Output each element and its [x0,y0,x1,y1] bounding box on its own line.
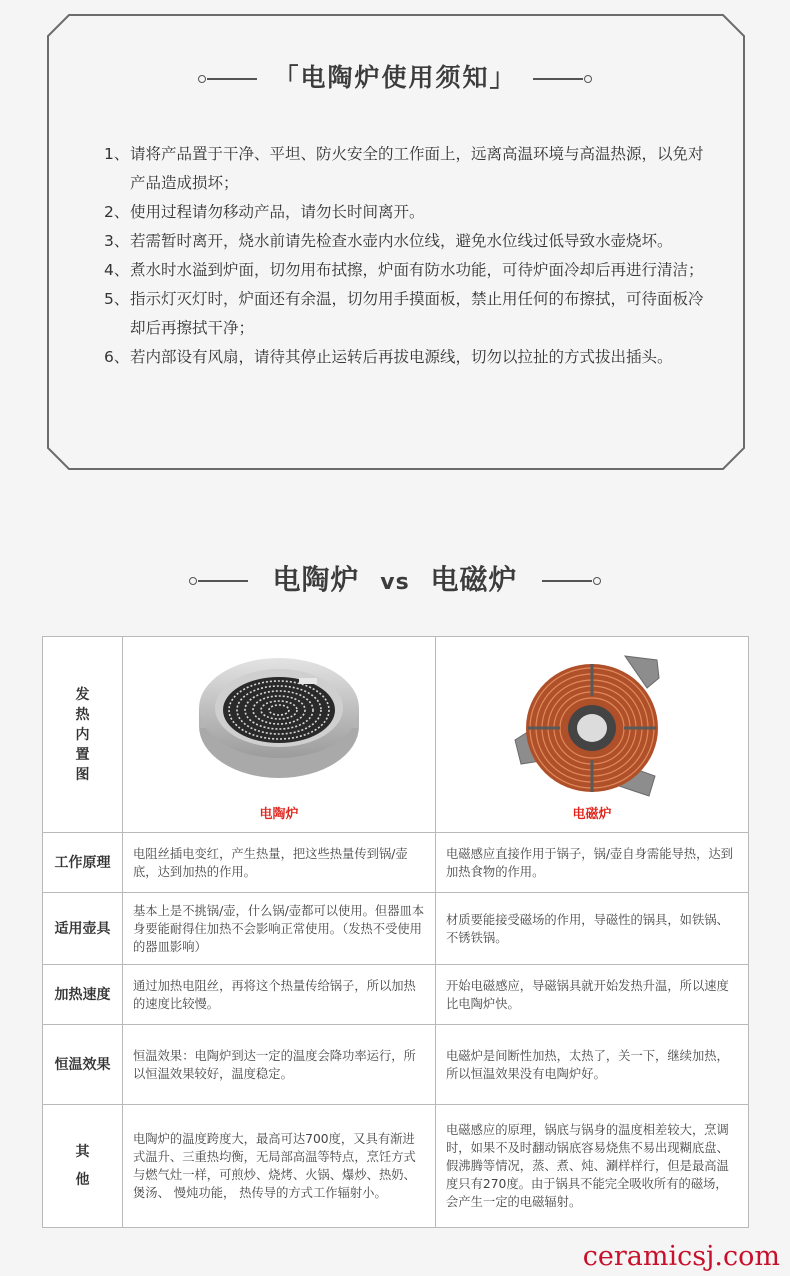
cell-induction: 电磁感应的原理，锅底与锅身的温度相差较大，烹调时，如果不及时翻动锅底容易烧焦不易出现糊底盘、假沸腾等情况，蒸、煮、炖、涮样样行，但是最高温度只有270度。由于锅具不能完全吸收所有的磁场，会产生一定的电磁辐射。 [436,1105,749,1228]
row-label: 适用壶具 [43,893,123,965]
row-label [43,1105,123,1228]
cell-induction: 开始电磁感应，导磁锅具就开始发热升温，所以速度比电陶炉快。 [436,965,749,1025]
comparison-table [42,636,749,1228]
row-label: 加热速度 [43,965,123,1025]
watermark: ceramicsj.com [582,1241,780,1272]
cell-induction: 材质要能接受磁场的作用，导磁性的锅具，如铁锅、不锈铁锅。 [436,893,749,965]
row-label-text: 其他 [75,1144,90,1188]
table-row-image [43,637,749,833]
ceramic-heating-element-image [194,648,364,788]
table-row [43,1025,749,1105]
image-caption-ceramic: 电陶炉 [259,806,299,822]
notice-title [0,58,790,94]
list-item: 2、 使用过程请勿移动产品，请勿长时间离开。 [104,203,425,221]
list-item: 1、 请将产品置于干净、平坦、防火安全的工作面上，远离高温环境与高温热源，以免对产品造成损坏； [104,145,704,192]
ornament-right [533,78,583,80]
table-row [43,1105,749,1228]
cell-ceramic: 通过加热电阻丝，再将这个热量传给锅子，所以加热的速度比较慢。 [123,965,436,1025]
cell-induction: 电磁感应直接作用于锅子，锅/壶自身需能导热，达到加热食物的作用。 [436,833,749,893]
list-item: 5、 指示灯灭灯时，炉面还有余温，切勿用手摸面板，禁止用任何的布擦拭，可待面板冷却后再擦拭干净； [104,290,704,337]
comparison-title-left: 电陶炉 [272,563,360,596]
list-item: 3、 若需暂时离开，烧水前请先检查水壶内水位线，避免水位线过低导致水壶烧坏。 [104,232,673,250]
table-row [43,965,749,1025]
image-caption-induction: 电磁炉 [572,806,612,822]
image-cell-induction [436,637,749,833]
notice-list [104,140,704,372]
ornament-right [542,580,592,582]
notice-title-text: 「电陶炉使用须知」 [273,63,517,92]
comparison-title-right: 电磁炉 [430,563,518,596]
ornament-left [207,78,257,80]
row-label: 工作原理 [43,833,123,893]
image-row-label: 发热内置图 [75,686,90,783]
cell-ceramic: 基本上是不挑锅/壶，什么锅/壶都可以使用。但器皿本身要能耐得住加热不会影响正常使用。（发热不受使用的器皿影响） [123,893,436,965]
cell-ceramic: 电阻丝插电变红，产生热量，把这些热量传到锅/壶底，达到加热的作用。 [123,833,436,893]
comparison-title [0,558,790,598]
row-label: 恒温效果 [43,1025,123,1105]
list-item: 6、 若内部设有风扇，请待其停止运转后再拔电源线，切勿以拉扯的方式拔出插头。 [104,348,673,366]
image-cell-ceramic [123,637,436,833]
induction-coil-image [507,648,677,798]
ornament-left [198,580,248,582]
table-row [43,833,749,893]
comparison-title-vs: vs [380,570,410,595]
list-item: 4、 煮水时水溢到炉面，切勿用布拭擦，炉面有防水功能，可待炉面冷却后再进行清洁； [104,261,704,279]
table-row [43,893,749,965]
cell-ceramic: 电陶炉的温度跨度大，最高可达700度，又具有渐进式温升、三重热均衡，无局部高温等特点，烹饪方式与燃气灶一样，可煎炒、烧烤、火锅、爆炒、热奶、煲汤、 慢炖功能， 热传导的方式工作辐射小。 [123,1105,436,1228]
cell-induction: 电磁炉是间断性加热，太热了，关一下，继续加热，所以恒温效果没有电陶炉好。 [436,1025,749,1105]
cell-ceramic: 恒温效果：电陶炉到达一定的温度会降功率运行，所以恒温效果较好，温度稳定。 [123,1025,436,1105]
row-label-image [43,637,123,833]
